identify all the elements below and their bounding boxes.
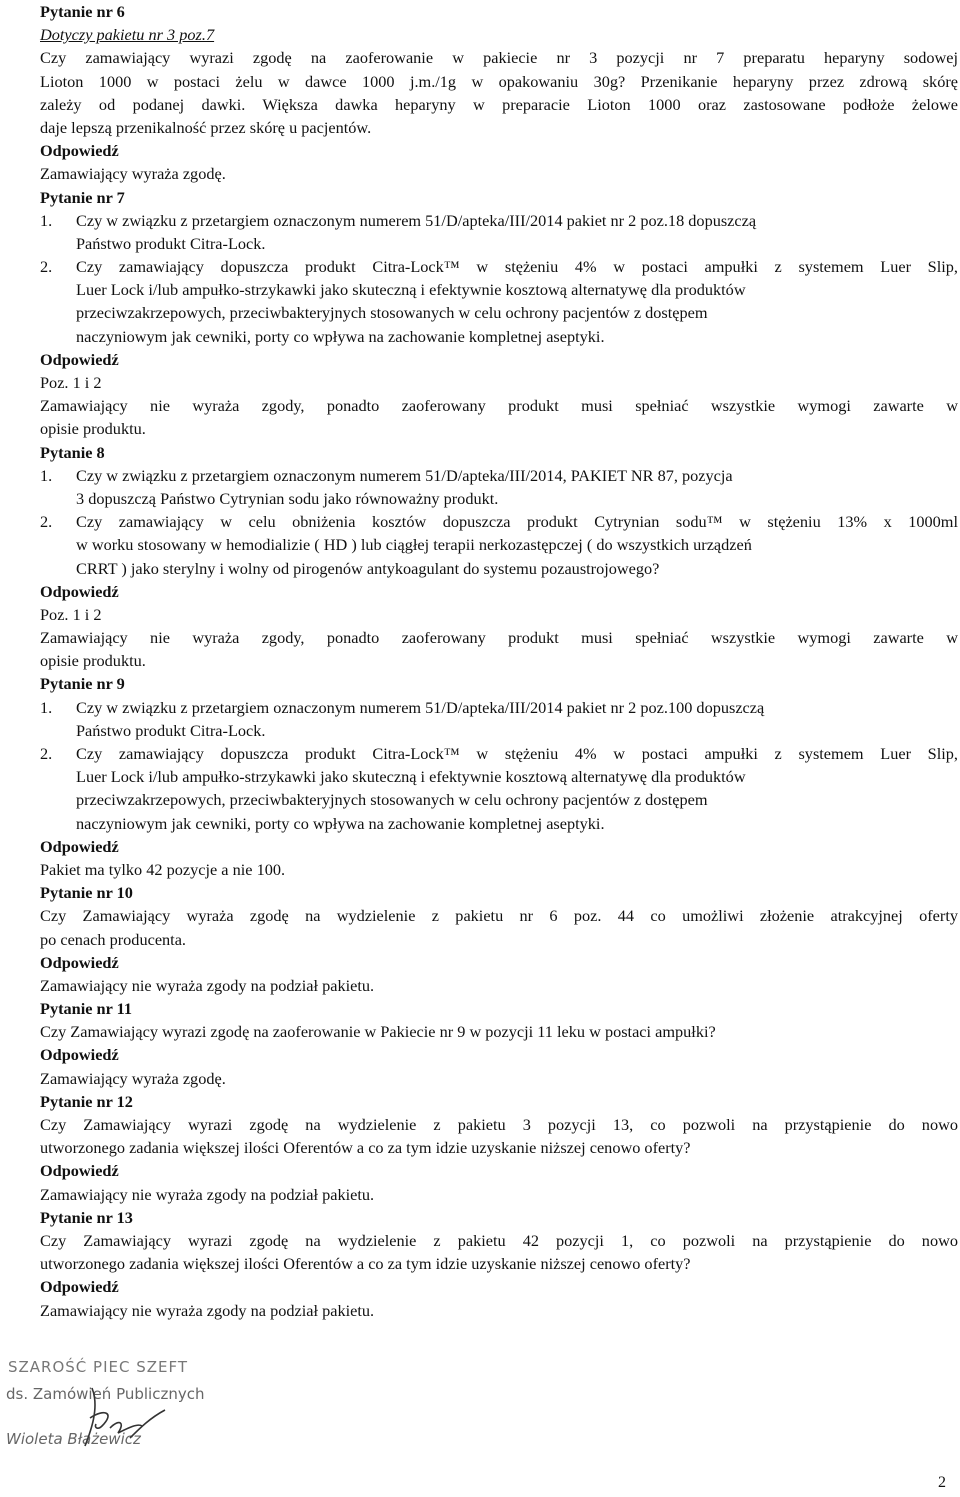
item-number: 2. xyxy=(40,512,53,532)
question-text-line: Czy Zamawiający wyrazi zgodę na wydzielenie z pakietu 3 pozycji 13, co pozwoli na przystąpienie do nowo xyxy=(40,1115,958,1134)
stamp-line: Wioleta Błażewicz xyxy=(6,1430,141,1448)
answer-text: Zamawiający nie wyraża zgody, ponadto zaoferowany produkt musi spełniać wszystkie wymogi zawarte w xyxy=(40,628,958,648)
question-heading: Pytanie nr 7 xyxy=(40,187,125,207)
answer-text: Zamawiający wyraża zgodę. xyxy=(40,164,226,184)
item-number: 1. xyxy=(40,210,53,230)
question-text-line: po cenach producenta. xyxy=(40,929,187,949)
item-number: 2. xyxy=(40,744,53,763)
item-text-line: przeciwzakrzepowych, przeciwbakteryjnych stosowanych w celu ochrony pacjentów z dostępem xyxy=(76,303,708,323)
answer-text: Poz. 1 i 2 xyxy=(40,604,102,624)
answer-label: Odpowiedź xyxy=(40,952,119,972)
question-heading: Pytanie nr 9 xyxy=(40,674,125,694)
item-text-line: Czy w związku z przetargiem oznaczonym numerem 51/D/apteka/III/2014 pakiet nr 2 poz.100 dopuszczą xyxy=(76,697,765,717)
official-stamp xyxy=(0,1358,260,1468)
question-item xyxy=(40,209,960,255)
answer-label: Odpowiedź xyxy=(40,1045,119,1065)
question-heading: Pytanie nr 6 xyxy=(40,2,125,21)
item-text-line: Czy w związku z przetargiem oznaczonym numerem 51/D/apteka/III/2014 pakiet nr 2 poz.18 dopuszczą xyxy=(76,210,757,230)
item-text-line: Czy w związku z przetargiem oznaczonym numerem 51/D/apteka/III/2014, PAKIET NR 87, pozycja xyxy=(76,465,733,485)
item-text-line: Czy zamawiający dopuszcza produkt Citra-Lock™ w stężeniu 4% w postaci ampułki z systemem Luer Slip, xyxy=(76,744,958,763)
item-number: 2. xyxy=(40,257,53,277)
question-item xyxy=(40,255,960,348)
handwritten-signature xyxy=(70,1378,180,1458)
answer-text: opisie produktu. xyxy=(40,419,146,439)
answer-label: Odpowiedź xyxy=(40,1161,119,1181)
item-text-line: Luer Lock i/lub ampułko-strzykawki jako skuteczną i efektywnie kosztową alternatywę dla produktów xyxy=(76,280,746,300)
question-heading: Pytanie nr 12 xyxy=(40,1091,133,1111)
question-text-line: utworzonego zadania większej ilości Oferentów a co za tym idzie uzyskanie niższej cenowo oferty? xyxy=(40,1138,691,1158)
question-heading: Pytanie nr 13 xyxy=(40,1207,133,1227)
item-text-line: Państwo produkt Citra-Lock. xyxy=(76,233,266,253)
stamp-line: SZAROŚĆ PIEC SZEFT xyxy=(8,1358,189,1376)
item-number: 1. xyxy=(40,465,53,485)
item-text-line: 3 dopuszczą Państwo Cytrynian sodu jako równoważny produkt. xyxy=(76,488,499,508)
question-text-line: Lioton 1000 w postaci żelu w dawce 1000 j.m./1g w opakowaniu 30g? Przenikanie heparyny przez zdrową skórę xyxy=(40,71,958,91)
answer-label: Odpowiedź xyxy=(40,1277,119,1297)
question-text-line: Czy Zamawiający wyraża zgodę na wydzielenie z pakietu nr 6 poz. 44 co umożliwi złożenie atrakcyjnej oferty xyxy=(40,906,958,926)
question-heading: Pytanie nr 11 xyxy=(40,999,132,1019)
answer-text: Zamawiający nie wyraża zgody, ponadto zaoferowany produkt musi spełniać wszystkie wymogi zawarte w xyxy=(40,396,958,416)
question-text-line: utworzonego zadania większej ilości Oferentów a co za tym idzie uzyskanie niższej cenowo oferty? xyxy=(40,1254,691,1274)
answer-label: Odpowiedź xyxy=(40,141,119,161)
answer-text: Zamawiający wyraża zgodę. xyxy=(40,1068,226,1088)
answer-label: Odpowiedź xyxy=(40,836,119,856)
question-heading: Pytanie 8 xyxy=(40,442,105,462)
answer-text: Zamawiający nie wyraża zgody na podział pakietu. xyxy=(40,1300,375,1320)
question-item xyxy=(40,464,960,510)
document-page xyxy=(40,0,960,1322)
question-text-line: Czy Zamawiający wyrazi zgodę na zaoferowanie w Pakiecie nr 9 w pozycji 11 leku w postaci ampułki? xyxy=(40,1022,716,1042)
question-text-line: Czy zamawiający wyrazi zgodę na zaoferowanie w pakiecie nr 3 pozycji nr 7 preparatu heparyny sodowej xyxy=(40,48,958,68)
stamp-line: ds. Zamówień Publicznych xyxy=(6,1385,205,1403)
item-text-line: CRRT ) jako sterylny i wolny od pirogenów antykoagulant do systemu pozaustrojowego? xyxy=(76,558,660,578)
question-heading: Pytanie nr 10 xyxy=(40,883,133,903)
question-item xyxy=(40,696,960,742)
question-text-line: daje lepszą przenikalność przez skórę u pacjentów. xyxy=(40,117,372,137)
page-number: 2 xyxy=(938,1474,946,1491)
answer-label: Odpowiedź xyxy=(40,581,119,601)
answer-text: Pakiet ma tylko 42 pozycje a nie 100. xyxy=(40,859,286,879)
item-text-line: naczyniowym jak cewniki, porty co wpływa na zachowanie kompletnej aseptyki. xyxy=(76,813,605,833)
question-reference: Dotyczy pakietu nr 3 poz.7 xyxy=(40,25,215,45)
item-text-line: Czy zamawiający w celu obniżenia kosztów dopuszcza produkt Cytrynian sodu™ w stężeniu 13% x 1000ml xyxy=(76,512,958,532)
item-text-line: przeciwzakrzepowych, przeciwbakteryjnych stosowanych w celu ochrony pacjentów z dostępem xyxy=(76,790,708,810)
question-item xyxy=(40,742,960,835)
question-item xyxy=(40,510,960,580)
item-text-line: Państwo produkt Citra-Lock. xyxy=(76,720,266,740)
item-text-line: naczyniowym jak cewniki, porty co wpływa na zachowanie kompletnej aseptyki. xyxy=(76,326,605,346)
item-text-line: Luer Lock i/lub ampułko-strzykawki jako skuteczną i efektywnie kosztową alternatywę dla produktów xyxy=(76,767,746,787)
item-text-line: Czy zamawiający dopuszcza produkt Citra-Lock™ w stężeniu 4% w postaci ampułki z systemem Luer Slip, xyxy=(76,257,958,277)
question-text-line: Czy Zamawiający wyrazi zgodę na wydzielenie z pakietu 42 pozycji 1, co pozwoli na przystąpienie do nowo xyxy=(40,1230,958,1250)
answer-text: opisie produktu. xyxy=(40,651,146,671)
answer-text: Zamawiający nie wyraża zgody na podział pakietu. xyxy=(40,975,375,995)
answer-text: Poz. 1 i 2 xyxy=(40,373,102,392)
item-text-line: w worku stosowany w hemodializie ( HD ) lub ciągłej terapii nerkozastępczej ( do wszystkich urządzeń xyxy=(76,535,752,555)
answer-text: Zamawiający nie wyraża zgody na podział pakietu. xyxy=(40,1184,375,1204)
question-text-line: zależy od podanej dawki. Większa dawka heparyny w preparacie Lioton 1000 oraz zastosowane podłoże żelowe xyxy=(40,94,958,114)
answer-label: Odpowiedź xyxy=(40,349,119,369)
item-number: 1. xyxy=(40,697,53,717)
